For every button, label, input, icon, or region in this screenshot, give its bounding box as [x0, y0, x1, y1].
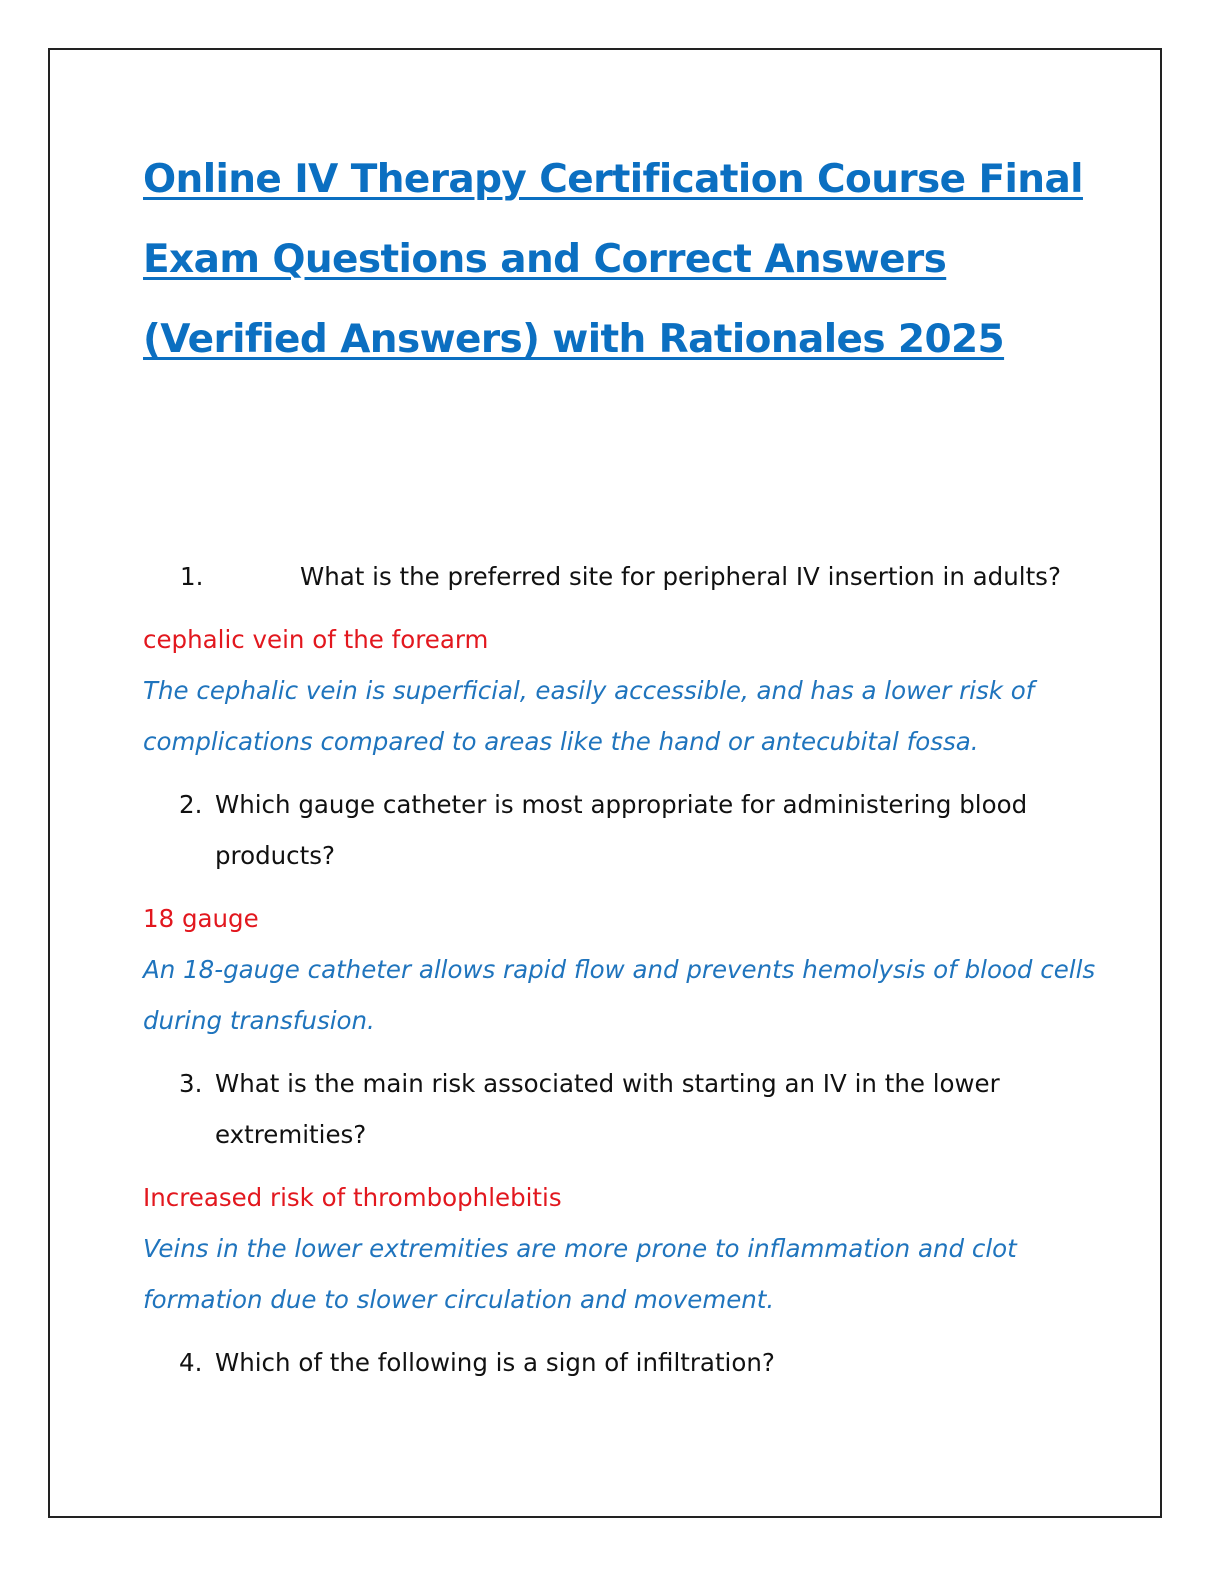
- question-item-2: [143, 779, 1103, 1046]
- rationale-text: The cephalic vein is superficial, easily accessible, and has a lower risk of complications compared to areas like the hand or antecubital fossa.: [143, 676, 1035, 756]
- rationale-text: Veins in the lower extremities are more prone to inflammation and clot formation due to slower circulation and movement.: [143, 1234, 1017, 1314]
- question-text: What is the preferred site for peripheral IV insertion in adults?: [300, 562, 1061, 591]
- document-title: [143, 140, 1103, 380]
- question: [143, 779, 1103, 881]
- question-text: Which of the following is a sign of infiltration?: [215, 1348, 775, 1377]
- document-body: [143, 140, 1103, 1388]
- answer-text: 18 gauge: [143, 904, 259, 933]
- question-list: [143, 551, 1103, 1388]
- title-line: Online IV Therapy Certification Course Final: [143, 157, 1083, 202]
- question-text: Which gauge catheter is most appropriate for administering blood products?: [215, 790, 1028, 870]
- question-number: 2.: [179, 790, 203, 819]
- question-item-3: [143, 1058, 1103, 1325]
- question-number: 3.: [179, 1069, 203, 1098]
- answer-text: cephalic vein of the forearm: [143, 625, 489, 654]
- question: [143, 1058, 1103, 1160]
- question-text: What is the main risk associated with starting an IV in the lower extremities?: [215, 1069, 1000, 1149]
- question: [143, 551, 1103, 602]
- question-item-1: [143, 551, 1103, 767]
- answer-text: Increased risk of thrombophlebitis: [143, 1183, 562, 1212]
- title-line: (Verified Answers) with Rationales 2025: [143, 317, 1005, 362]
- question: [143, 1337, 1103, 1388]
- question-number: 1.: [180, 562, 204, 591]
- question-item-4: [143, 1337, 1103, 1388]
- question-number: 4.: [179, 1348, 203, 1377]
- rationale-text: An 18-gauge catheter allows rapid flow and prevents hemolysis of blood cells during transfusion.: [143, 955, 1096, 1035]
- title-line: Exam Questions and Correct Answers: [143, 237, 947, 282]
